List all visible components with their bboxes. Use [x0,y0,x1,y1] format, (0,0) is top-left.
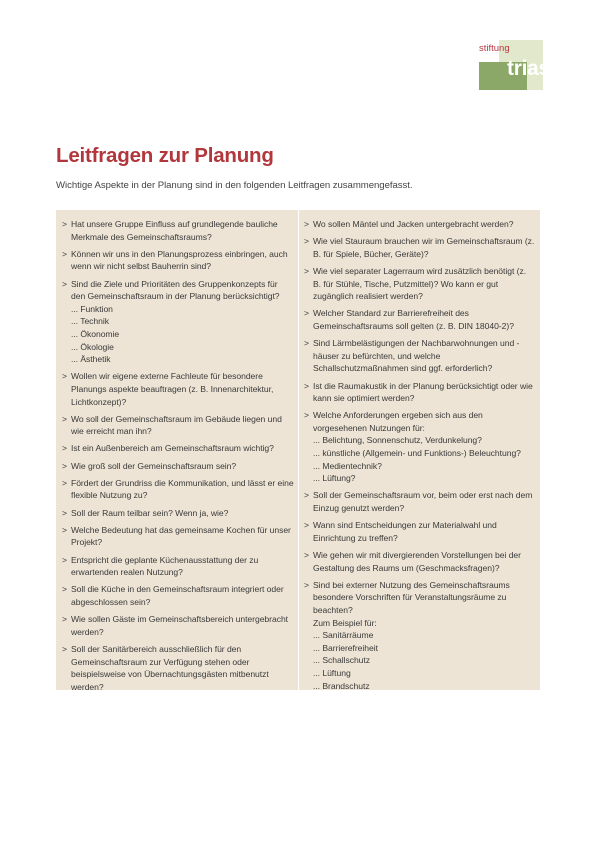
question-text: Sind bei externer Nutzung des Gemeinschaftsraums besondere Vorschriften für Veranstaltungsräume zu beachten? [313,579,510,615]
question-item [304,409,536,485]
question-text: Soll der Raum teilbar sein? Wenn ja, wie? [71,507,229,518]
question-text: Ist ein Außenbereich am Gemeinschaftsraum wichtig? [71,443,274,454]
question-subitem: ... Barrierefreiheit [313,642,378,653]
question-text: Entspricht die geplante Küchenausstattung der zu erwartenden realen Nutzung? [71,554,259,578]
question-item [304,307,536,332]
question-text: Können wir uns in den Planungsprozess einbringen, auch wenn wir nicht selbst Bauherrin sind? [71,248,288,272]
bullet-arrow-icon: > [62,614,67,625]
logo-small-text: stiftung [479,43,510,54]
bullet-arrow-icon: > [62,443,67,454]
question-item [304,549,536,574]
question-subitem: ... Schallschutz [313,655,370,666]
question-text: Wann sind Entscheidungen zur Materialwahl und Einrichtung zu treffen? [313,520,497,543]
question-item [304,235,536,260]
question-item [62,477,294,502]
question-text: Ist die Raumakustik in der Planung berücksichtigt oder wie kann sie optimiert werden? [313,380,533,404]
question-text: Wie sollen Gäste im Gemeinschaftsbereich untergebracht werden? [71,614,289,637]
question-item [304,337,536,375]
question-subitem: Zum Beispiel für: [313,617,377,628]
question-item [62,460,294,473]
question-item [62,583,294,608]
question-text: Wie viel separater Lagerraum wird zusätzlich benötigt (z. B. für Stühle, Tische, Putzmittel)? Wo kann er gut zugänglich realisiert werden? [313,265,527,302]
bullet-arrow-icon: > [304,520,309,531]
question-text: Soll der Gemeinschaftsraum vor, beim oder erst nach dem Einzug genutzt werden? [313,490,533,514]
bullet-arrow-icon: > [62,413,67,424]
question-text: Soll der Sanitärbereich ausschließlich für den Gemeinschaftsraum zur Verfügung stehen oder beispielsweise von Übernachtungsgästen mitbenutzt werden? [71,643,269,692]
question-text: Welcher Standard zur Barrierefreiheit des Gemeinschaftsraums soll gelten (z. B. DIN 18040-2)? [313,308,514,331]
question-item [62,413,294,438]
bullet-arrow-icon: > [62,460,67,471]
question-subitem: ... Technik [71,316,109,327]
bullet-arrow-icon: > [62,643,67,654]
bullet-arrow-icon: > [62,248,67,259]
question-subitem: ... Funktion [71,303,113,314]
question-item [62,524,294,549]
page-title: Leitfragen zur Planung [56,144,274,167]
logo-big-text: trias [507,57,550,80]
question-subitem: ... Ökologie [71,341,114,352]
question-text: Wo sollen Mäntel und Jacken untergebracht werden? [313,219,514,229]
bullet-arrow-icon: > [304,550,309,560]
question-text: Wie gehen wir mit divergierenden Vorstellungen bei der Gestaltung des Raums um (Geschmacksfragen)? [313,550,521,573]
bullet-arrow-icon: > [62,219,67,229]
question-item [304,579,536,692]
question-item [304,380,536,405]
bullet-arrow-icon: > [304,490,309,501]
question-subitem: ... Lüftung [313,667,351,678]
question-item [304,218,536,231]
question-text: Wo soll der Gemeinschaftsraum im Gebäude liegen und wie erreicht man ihn? [71,413,282,437]
question-text: Wie viel Stauraum brauchen wir im Gemeinschaftsraum (z. B. für Spiele, Bücher, Geräte)? [313,236,535,259]
bullet-arrow-icon: > [304,338,309,349]
question-item [62,218,294,243]
bullet-arrow-icon: > [304,236,309,247]
question-item [62,643,294,693]
question-item [304,489,536,514]
question-subitem: ... Sanitärräume [313,630,374,641]
bullet-arrow-icon: > [62,554,67,565]
question-text: Welche Bedeutung hat das gemeinsame Kochen für unser Projekt? [71,524,291,548]
question-subitem: ... Belichtung, Sonnenschutz, Verdunkelung? [313,435,482,446]
question-text: Wollen wir eigene externe Fachleute für besondere Planungs aspekte beauftragen (z. B. Innenarchitektur, Lichtkonzept)? [71,371,274,407]
question-text: Hat unsere Gruppe Einfluss auf grundlegende bauliche Merkmale des Gemeinschaftsraums? [71,219,278,242]
question-subitem: ... Medientechnik? [313,460,382,471]
question-item [62,278,294,366]
bullet-arrow-icon: > [62,584,67,595]
bullet-arrow-icon: > [304,579,309,590]
question-text: Sind Lärmbelästigungen der Nachbarwohnungen und -häuser zu befürchten, und welche Schallschutzmaßnahmen sind ggf. erforderlich? [313,338,520,374]
question-text: Sind die Ziele und Prioritäten des Gruppenkonzepts für den Gemeinschaftsraum in der Planung berücksichtigt? [71,278,280,302]
bullet-arrow-icon: > [304,265,309,276]
stiftung-trias-logo [479,40,550,90]
bullet-arrow-icon: > [62,278,67,289]
question-item [62,554,294,579]
left-column [56,210,298,690]
right-column [298,210,540,690]
bullet-arrow-icon: > [62,477,67,488]
bullet-arrow-icon: > [304,219,309,229]
question-item [304,519,536,544]
bullet-arrow-icon: > [62,507,67,518]
questions-box [56,210,540,690]
question-item [304,265,536,303]
question-subitem: ... künstliche (Allgemein- und Funktions-) Beleuchtung? [313,448,521,459]
question-subitem: ... Ökonomie [71,328,120,339]
question-text: Welche Anforderungen ergeben sich aus den vorgesehenen Nutzungen für: [313,410,483,433]
bullet-arrow-icon: > [304,410,309,421]
bullet-arrow-icon: > [62,524,67,535]
bullet-arrow-icon: > [304,308,309,319]
intro-text: Wichtige Aspekte in der Planung sind in den folgenden Leitfragen zusammengefasst. [56,180,413,191]
question-item [62,613,294,638]
bullet-arrow-icon: > [304,380,309,391]
question-item [62,507,294,520]
question-text: Wie groß soll der Gemeinschaftsraum sein? [71,460,237,471]
question-item [62,370,294,408]
question-subitem: ... Brandschutz [313,680,370,691]
bullet-arrow-icon: > [62,371,67,382]
question-subitem: ... Lüftung? [313,473,356,484]
question-text: Soll die Küche in den Gemeinschaftsraum integriert oder abgeschlossen sein? [71,584,284,607]
question-item [62,442,294,455]
question-subitem: ... Ästhetik [71,354,111,365]
question-text: Fördert der Grundriss die Kommunikation, und lässt er eine flexible Nutzung zu? [71,477,294,501]
question-item [62,248,294,273]
